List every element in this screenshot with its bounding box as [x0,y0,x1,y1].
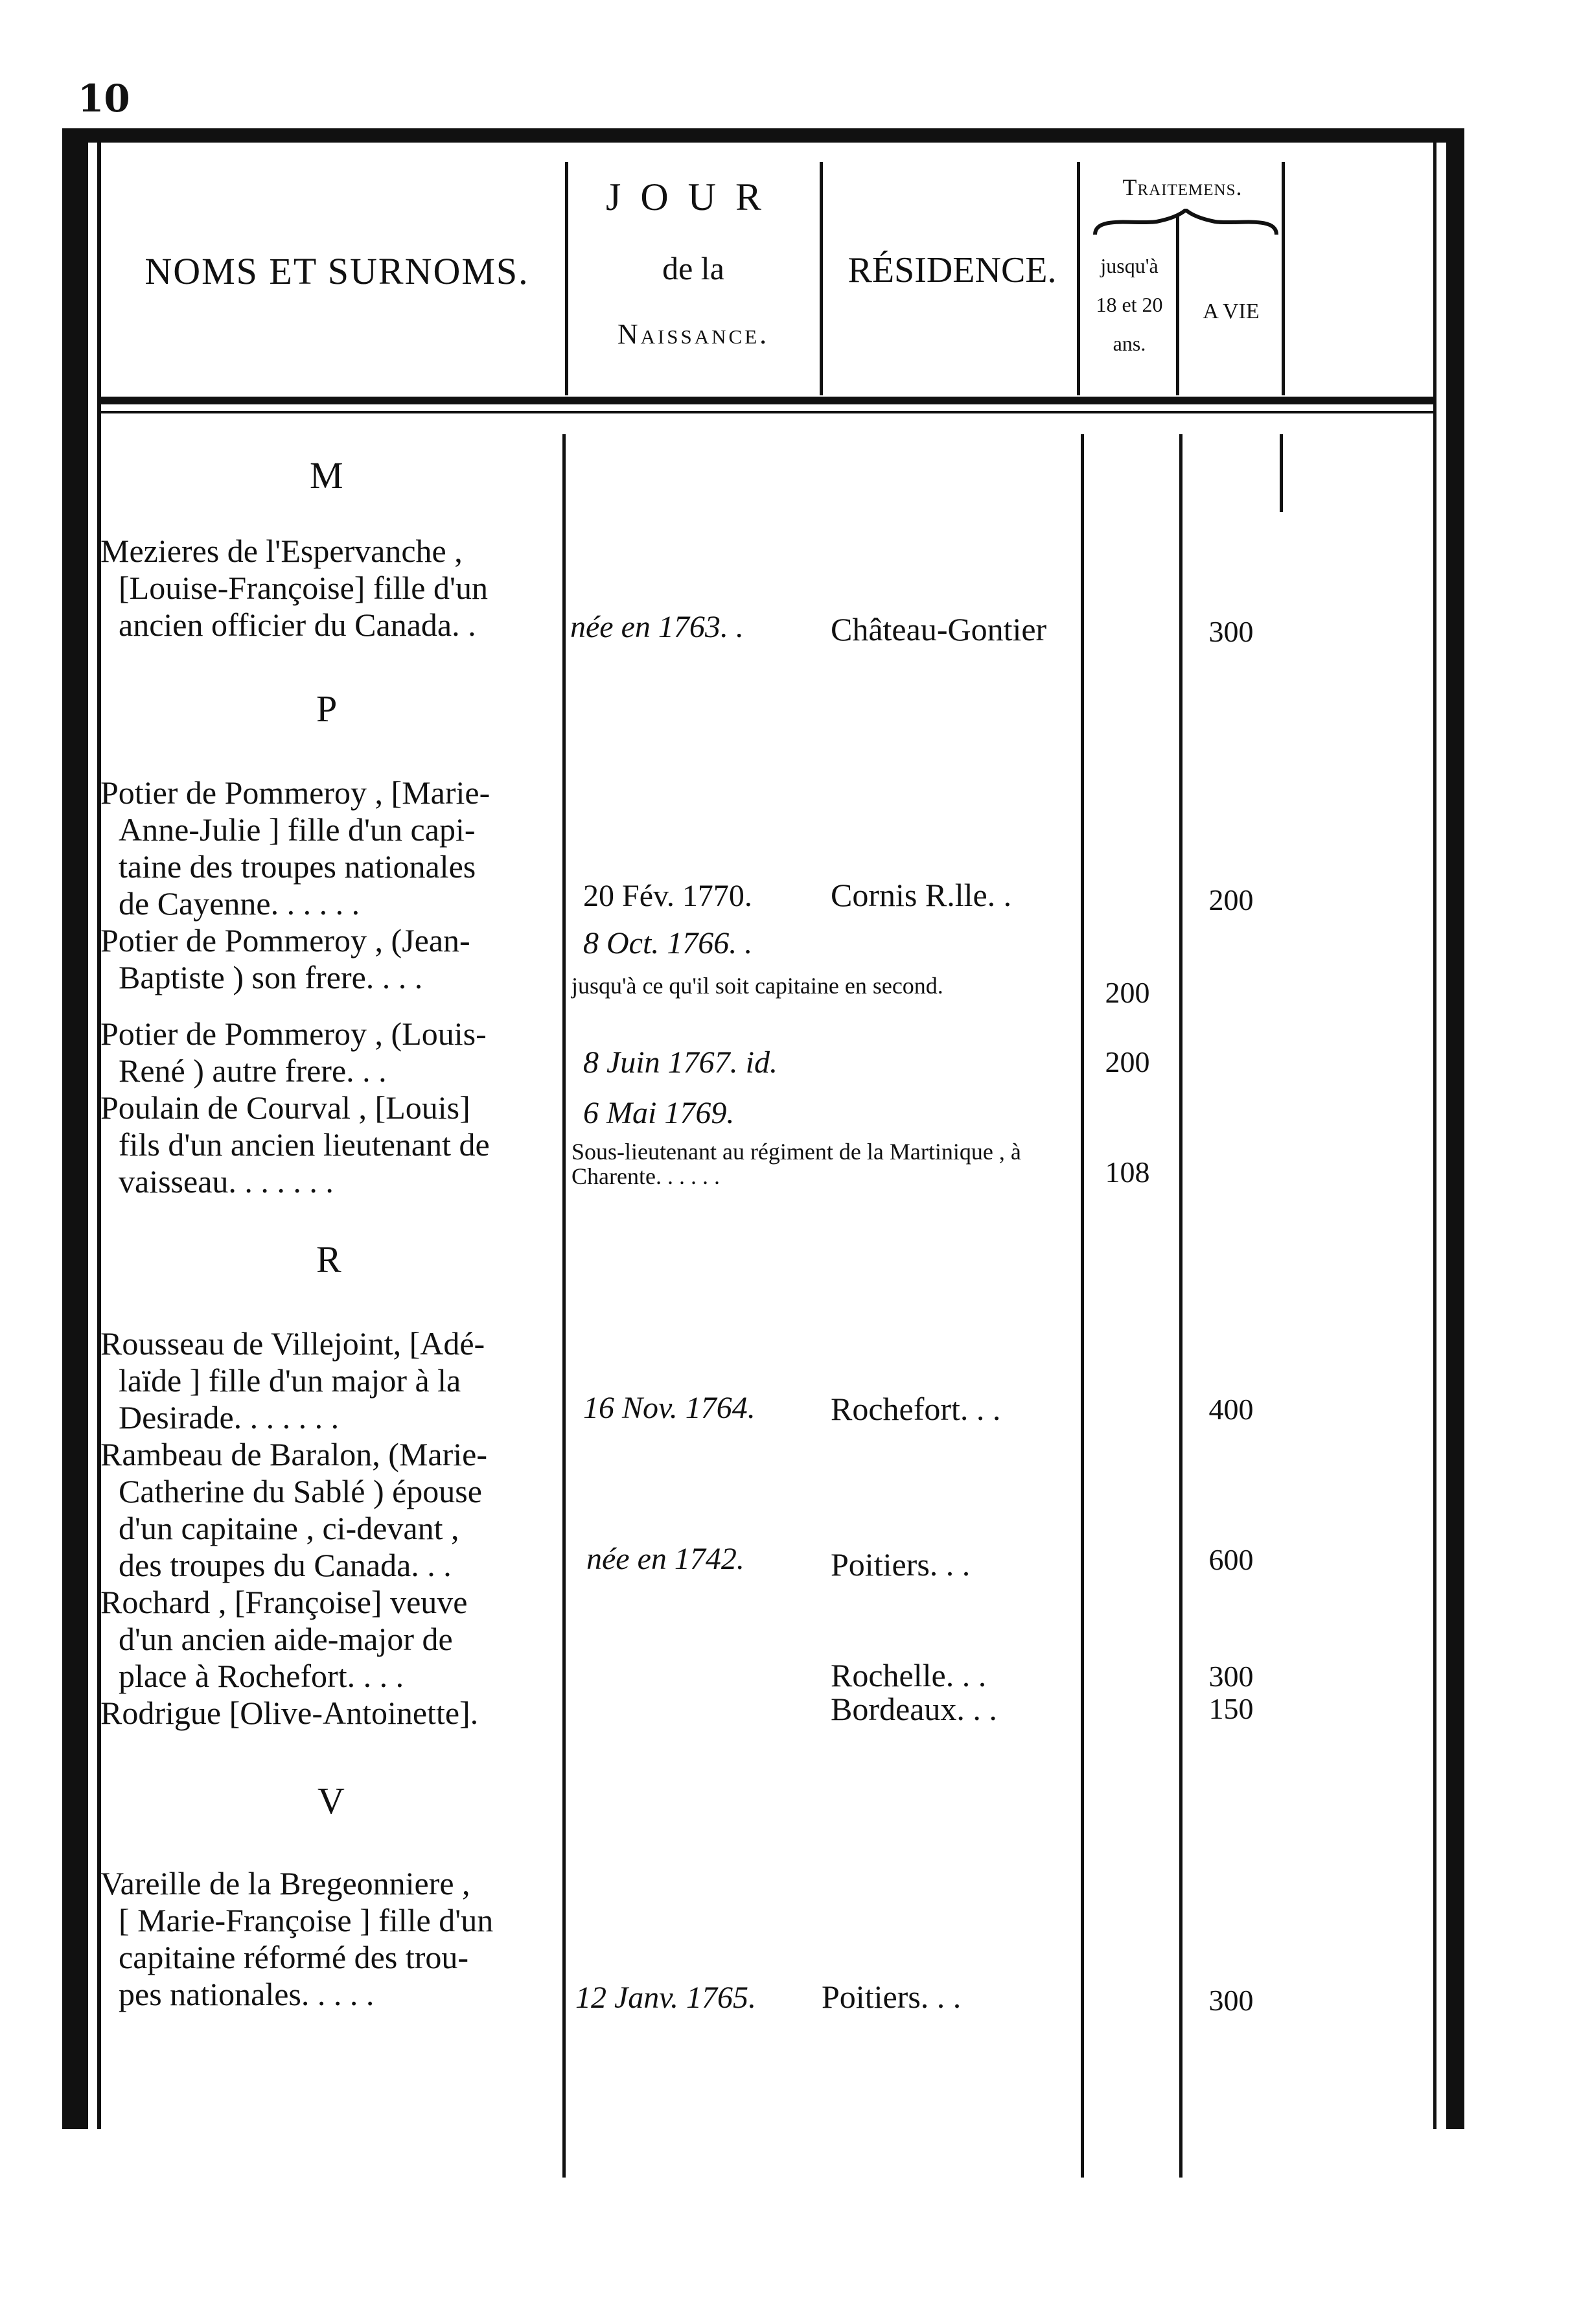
name-line: [ Marie-Françoise ] fille d'un [119,1902,494,1938]
amount-18-20: 108 [1105,1156,1150,1189]
amount-life: 300 [1208,1660,1254,1693]
residence: Poitiers. . . [822,1979,962,2015]
residence: Rochefort. . . [831,1391,1001,1427]
amount-life: 200 [1208,883,1254,916]
list-item [100,1089,554,1200]
header-jour: JOUR [605,176,781,218]
name-line: des troupes du Canada. . . [119,1547,452,1583]
residence: Rochelle. . . [831,1657,987,1693]
birth-date: née en 1742. [586,1542,744,1576]
amount-life: 300 [1208,1984,1254,2017]
name-line: taine des troupes nationales [119,848,476,885]
section-letter-v: V [317,1780,345,1822]
name-line: de Cayenne. . . . . . [119,885,360,922]
body-divider-3 [1081,434,1084,2178]
name-line: Rochard , [Françoise] veuve [100,1584,468,1620]
name-line: René ) autre frere. . . [119,1052,387,1089]
page-number: 10 [78,76,130,121]
frame-right-rule [1446,133,1464,2129]
name-line: laïde ] fille d'un major à la [119,1362,461,1399]
header-bottom-rule-thin [101,411,1433,413]
body-divider-5 [1280,434,1283,512]
section-letter-p: P [316,688,338,730]
birth-date: née en 1763. . [570,610,744,644]
header-age: 18 et 20 [1096,293,1163,316]
name-line: Rambeau de Baralon, (Marie- [100,1436,487,1472]
header-divider-2 [820,162,823,395]
body-divider-1 [562,434,566,2178]
frame-left-rule [62,133,88,2129]
list-item [100,533,554,644]
list-item [100,774,554,922]
name-line: d'un capitaine , ci-devant , [119,1510,459,1546]
header-traitemens: Traitemens. [1122,174,1243,200]
amount-life: 600 [1208,1543,1254,1576]
header-divider-1 [565,162,568,395]
name-line: [Louise-Françoise] fille d'un [119,570,488,606]
name-line: Desirade. . . . . . . [119,1399,340,1435]
list-item [100,1325,554,1436]
name-line: capitaine réformé des trou- [119,1939,469,1975]
header-ans: ans. [1113,332,1146,355]
frame-right-inner-rule [1433,133,1436,2129]
birth-date: 20 Fév. 1770. [583,879,752,913]
name-line: Poulain de Courval , [Louis] [100,1089,470,1126]
name-line: vaisseau. . . . . . . [119,1163,334,1200]
residence: Cornis R.lle. . [831,877,1012,913]
name-line: Vareille de la Bregeonniere , [100,1865,470,1901]
residence: Poitiers. . . [831,1546,971,1583]
section-letter-m: M [310,454,343,496]
name-line: fils d'un ancien lieutenant de [119,1126,490,1163]
name-line: ancien officier du Canada. . [119,607,476,643]
amount-life: 150 [1208,1692,1254,1725]
name-line: Baptiste ) son frere. . . . [119,959,423,995]
list-item [100,1584,554,1695]
residence: Bordeaux. . . [831,1691,997,1727]
name-line: Rodrigue [Olive-Antoinette]. [100,1695,479,1731]
name-line: Potier de Pommeroy , (Louis- [100,1016,487,1052]
name-line: Potier de Pommeroy , (Jean- [100,922,470,959]
amount-life: 300 [1208,615,1254,648]
birth-date: 8 Oct. 1766. . [583,926,753,960]
header-names: NOMS ET SURNOMS. [144,250,529,292]
header-naissance: Naissance. [617,318,770,350]
name-line: Potier de Pommeroy , [Marie- [100,774,490,811]
name-line: Anne-Julie ] fille d'un capi- [119,811,476,848]
list-item [100,1695,554,1732]
list-item [100,1016,554,1089]
frame-top-rule [62,128,1464,143]
entry-note: Sous-lieutenant au régiment de la Martinique , à Charente. . . . . . [571,1139,1021,1189]
name-line: d'un ancien aide-major de [119,1621,453,1657]
list-item [100,922,554,996]
name-line: place à Rochefort. . . . [119,1658,404,1694]
residence: Château-Gontier [831,611,1047,647]
name-line: Catherine du Sablé ) épouse [119,1473,482,1509]
brace-icon [1092,209,1280,240]
birth-date: 12 Janv. 1765. [575,1981,757,2015]
header-jusqua: jusqu'à [1100,254,1159,277]
list-item [100,1865,554,2013]
birth-date: 16 Nov. 1764. [583,1391,756,1425]
amount-life: 400 [1208,1393,1254,1426]
name-line: Mezieres de l'Espervanche , [100,533,463,569]
name-line: Rousseau de Villejoint, [Adé- [100,1325,485,1362]
header-de-la: de la [662,250,724,286]
amount-18-20: 200 [1105,1045,1150,1078]
birth-date: 8 Juin 1767. id. [583,1045,778,1080]
list-item [100,1436,554,1584]
body-divider-4 [1179,434,1182,2178]
section-letter-r: R [316,1238,341,1281]
amount-18-20: 200 [1105,976,1150,1009]
entry-note: jusqu'à ce qu'il soit capitaine en second. [571,973,943,999]
header-a-vie: A VIE [1203,299,1260,323]
header-residence: RÉSIDENCE. [848,250,1057,290]
header-bottom-rule [101,397,1433,404]
header-jusqua-block [1081,246,1178,363]
name-line: pes nationales. . . . . [119,1976,375,2012]
birth-date: 6 Mai 1769. [583,1096,735,1130]
